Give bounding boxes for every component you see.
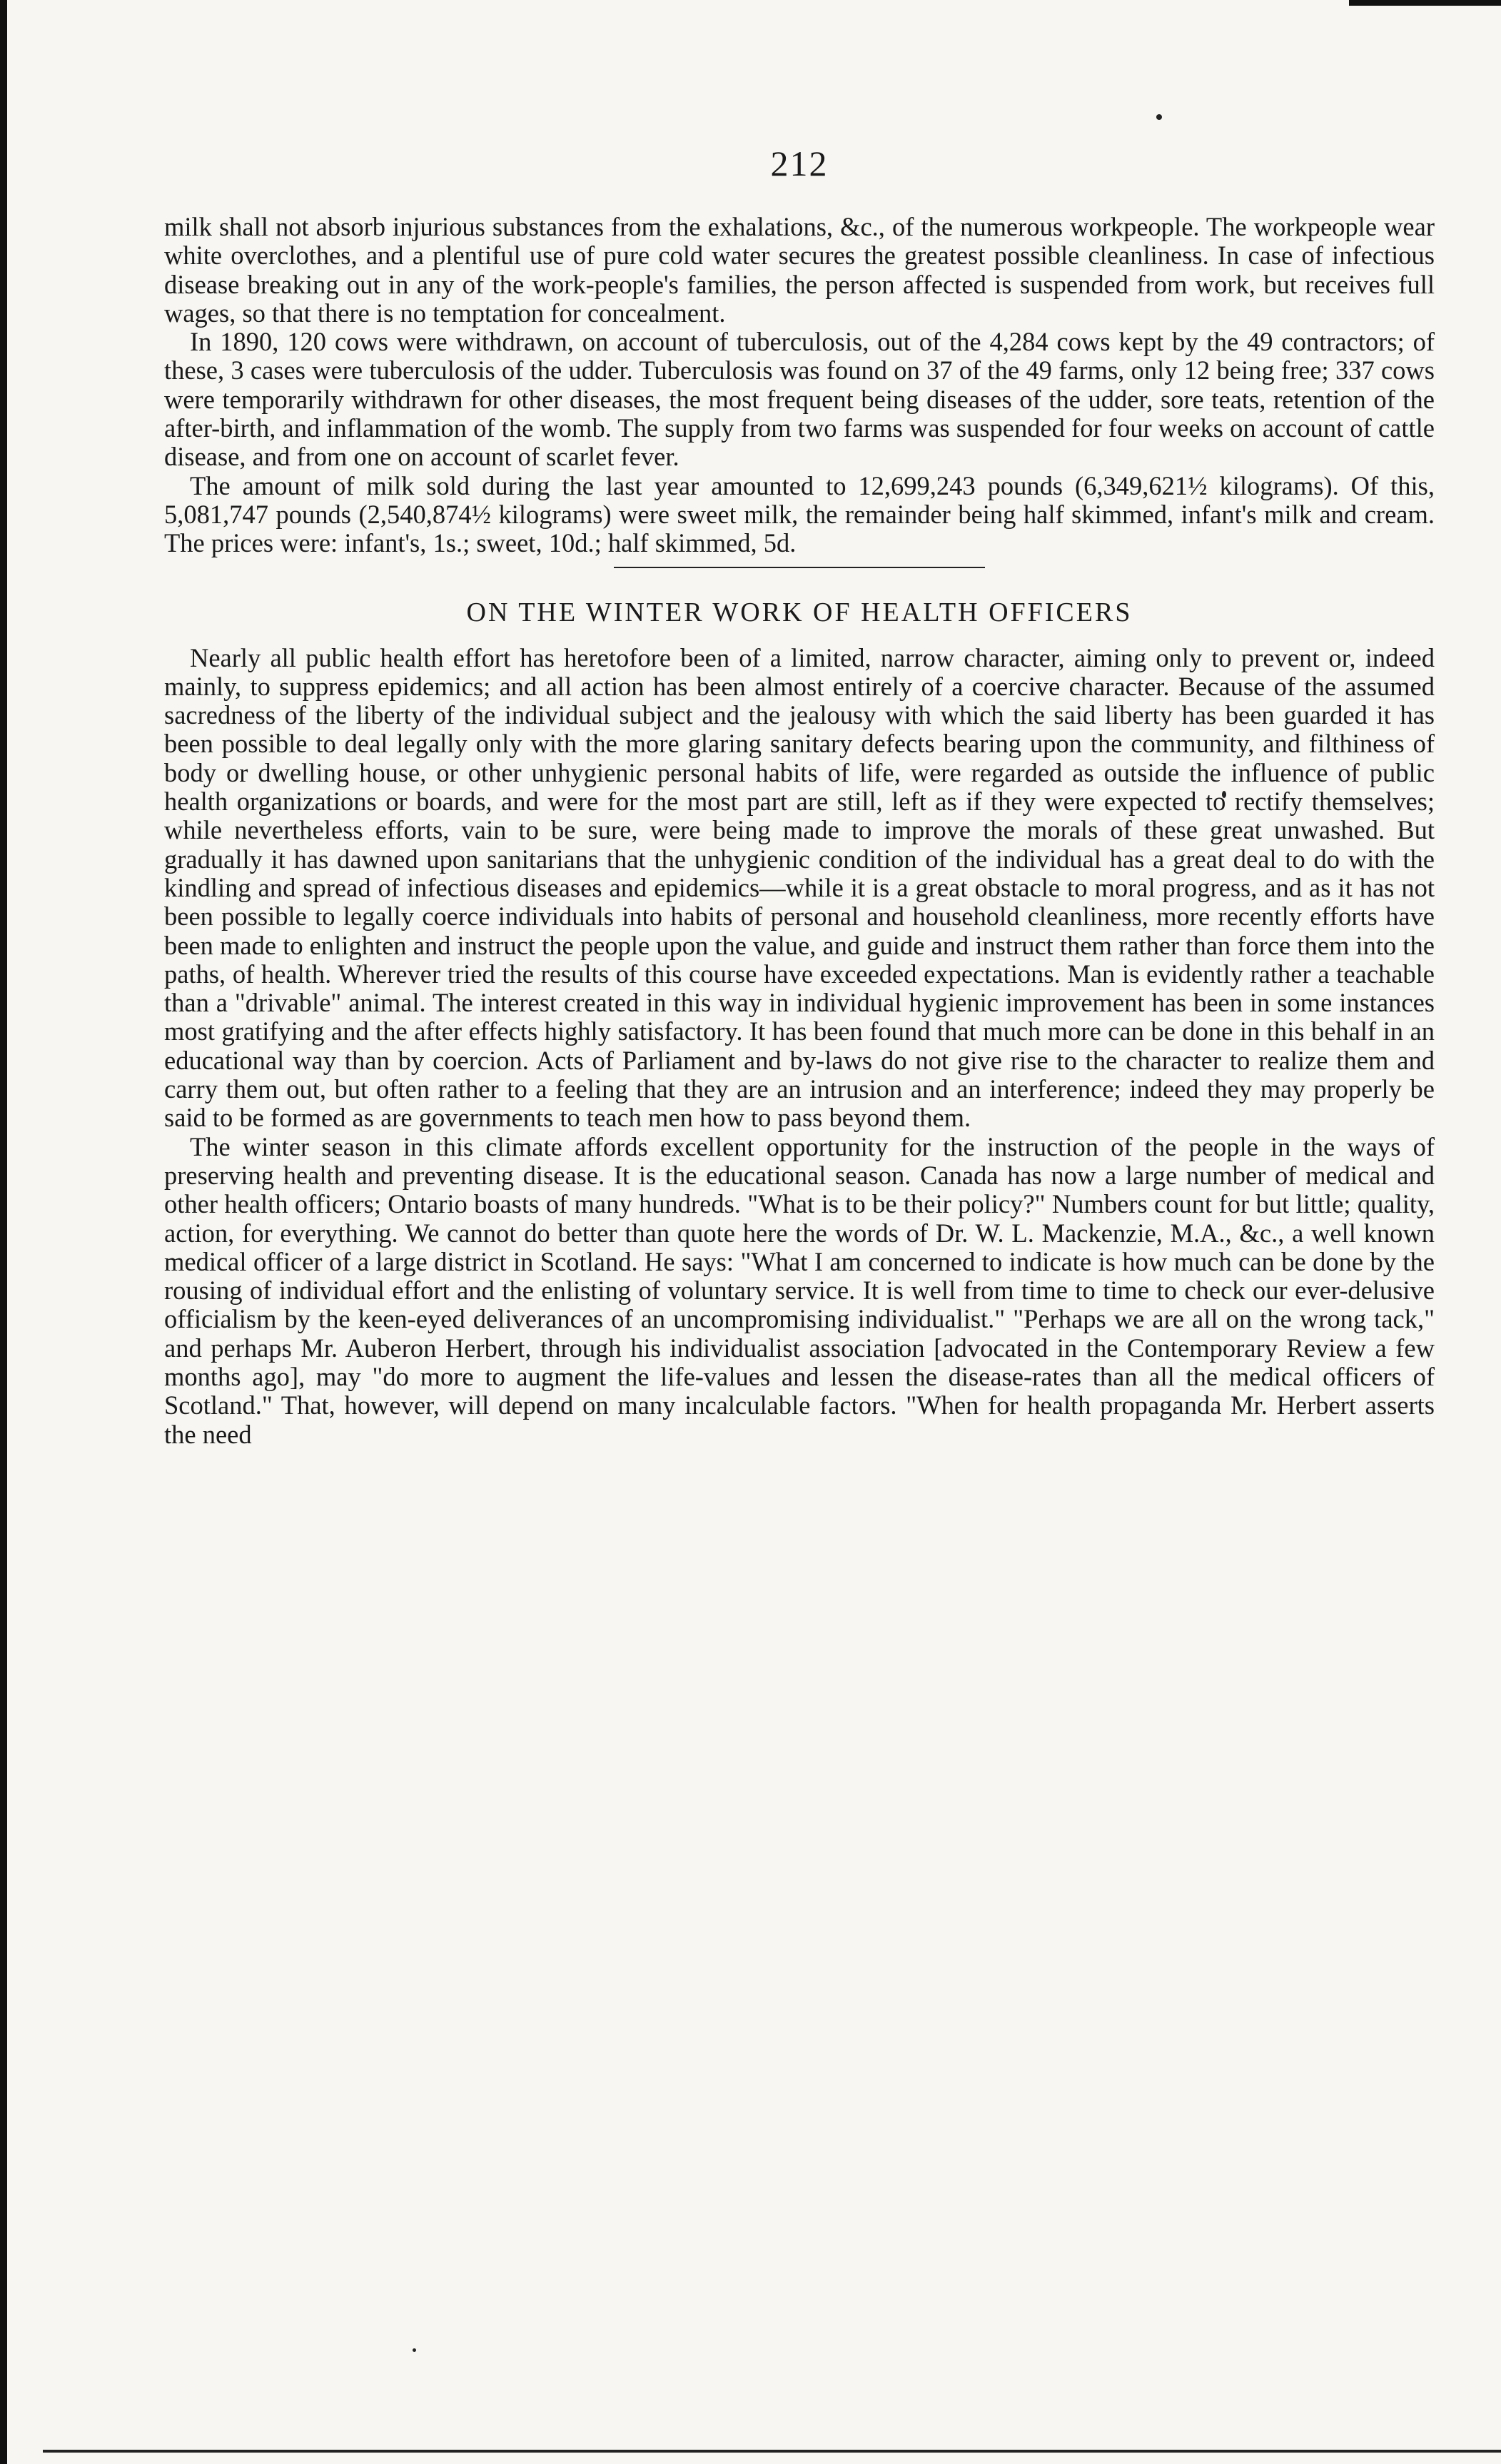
paragraph-public-health-effort: Nearly all public health effort has heretofore been of a limited, narrow character, aiming only to prevent or, indeed mainly, to suppress epidemics; and all action has been almost entirely of a coercive character. Because of the assumed sacredness of the liberty of the individual subject and the jealousy with which the said liberty has been guarded it has been possible to deal legally only with the more glaring sanitary defects bearing upon the community, and filthiness of body or dwelling house, or other unhygienic personal habits of life, were regarded as outside the influence of public health organizations or boards, and were for the most part are still, left as if they were expected to rectify themselves; while nevertheless efforts, vain to be sure, were being made to improve the morals of these great unwashed. But gradually it has dawned upon sanitarians that the unhygienic condition of the individual has a great deal to do with the kindling and spread of infectious diseases and epidemics—while it is a great obstacle to moral progress, and as it has not been possible to legally coerce individuals into habits of personal and household cleanliness, more recently efforts have been made to enlighten and instruct the people upon the value, and guide and instruct them rather than force them into the paths, of health. Wherever tried the results of this course have exceeded expectations. Man is evidently rather a teachable than a "drivable" animal. The interest created in this way in individual hygienic improvement has been in some instances most gratifying and the after effects highly satisfactory. It has been found that much more can be done in this behalf in an educational way than by coercion. Acts of Parliament and by-laws do not give rise to the character to realize them and carry them out, but often rather to a feeling that they are an intrusion and an interference; indeed they may properly be said to be formed as are governments to teach men how to pass beyond them.	[164, 642, 1435, 1133]
paragraph-tuberculosis: In 1890, 120 cows were withdrawn, on account of tuberculosis, out of the 4,284 cows kept by the 49 contractors; of these, 3 cases were tuberculosis of the udder. Tuberculosis was found on 37 of the 49 farms, only 12 being free; 337 cows were temporarily withdrawn for other diseases, the most frequent being diseases of the udder, sore teats, retention of the after-birth, and inflammation of the womb. The supply from two farms was suspended for four weeks on account of cattle disease, and from one on account of scarlet fever.	[164, 327, 1435, 472]
section-divider	[614, 567, 985, 568]
section-title: ON THE WINTER WORK OF HEALTH OFFICERS	[466, 597, 1133, 627]
paragraph-milk-sales: The amount of milk sold during the last year amounted to 12,699,243 pounds (6,349,621½ kilograms). Of this, 5,081,747 pounds (2,540,874½ kilograms) were sweet milk, the remainder being half skimmed, infant's milk and cream. The prices were: infant's, 1s.; sweet, 10d.; half skimmed, 5d.	[164, 470, 1435, 558]
page-number: 212	[770, 143, 829, 183]
scan-speck	[1156, 114, 1162, 120]
page-body	[164, 143, 1435, 1449]
scan-speck	[413, 2348, 416, 2352]
paragraph-winter-season: The winter season in this climate affords excellent opportunity for the instruction of the people in the ways of preserving health and preventing disease. It is the educational season. Canada has now a large number of medical and other health officers; Ontario boasts of many hundreds. "What is to be their policy?" Numbers count for but little; quality, action, for everything. We cannot do better than quote here the words of Dr. W. L. Mackenzie, M.A., &c., a well known medical officer of a large district in Scotland. He says: "What I am concerned to indicate is how much can be done by the rousing of individual effort and the enlisting of voluntary service. It is well from time to time to check our ever-delusive officialism by the keen-eyed deliverances of an uncompromising individualist." "Perhaps we are all on the wrong tack," and perhaps Mr. Auberon Herbert, through his individualist association [advocated in the Contemporary Review a few months ago], may "do more to augment the life-values and lessen the disease-rates than all the medical officers of Scotland." That, however, will depend on many incalculable factors. "When for health propaganda Mr. Herbert asserts the need	[164, 1131, 1435, 1449]
scan-edge-top	[1349, 0, 1501, 6]
scan-edge-bottom	[43, 2450, 1501, 2453]
scan-edge-left	[0, 0, 7, 2464]
paragraph-cleanliness: milk shall not absorb injurious substances from the exhalations, &c., of the numerous workpeople. The workpeople wear white overclothes, and a plentiful use of pure cold water secures the greatest possible cleanliness. In case of infectious disease breaking out in any of the work-people's families, the person affected is suspended from work, but receives full wages, so that there is no temptation for concealment.	[164, 212, 1435, 328]
